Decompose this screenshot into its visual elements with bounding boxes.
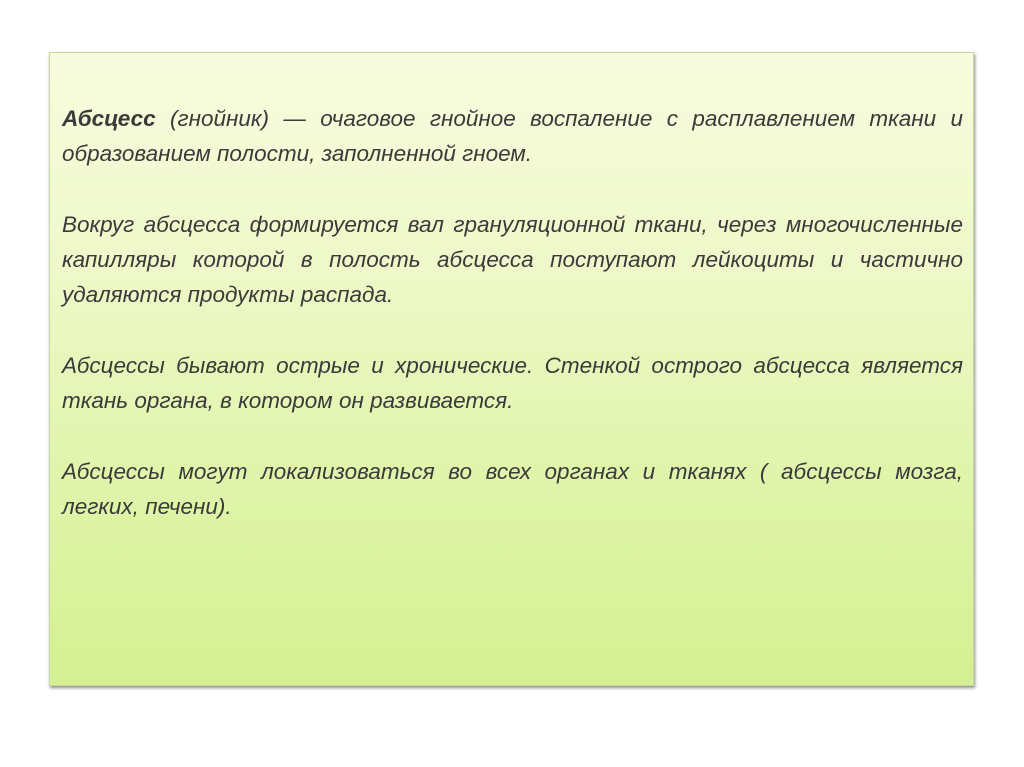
paragraph-granulation (62, 207, 963, 312)
paragraph-text: Вокруг абсцесса формируется вал грануляционной ткани, через многочисленные капилляры которой в полость абсцесса поступают лейкоциты и частично удаляются продукты распада. (62, 212, 963, 307)
paragraph-text: Абсцессы могут локализоваться во всех органах и тканях ( абсцессы мозга, легких, печени). (62, 459, 963, 519)
paragraph-text: (гнойник) — очаговое гнойное воспаление с расплавлением ткани и образованием полости, заполненной гноем. (62, 106, 963, 166)
paragraph-definition (62, 101, 963, 171)
paragraph-types (62, 348, 963, 418)
paragraph-text: Абсцессы бывают острые и хронические. Стенкой острого абсцесса является ткань органа, в котором он развивается. (62, 353, 963, 413)
paragraph-localization (62, 454, 963, 524)
text-box (49, 52, 974, 686)
term-abscess: Абсцесс (62, 106, 156, 131)
